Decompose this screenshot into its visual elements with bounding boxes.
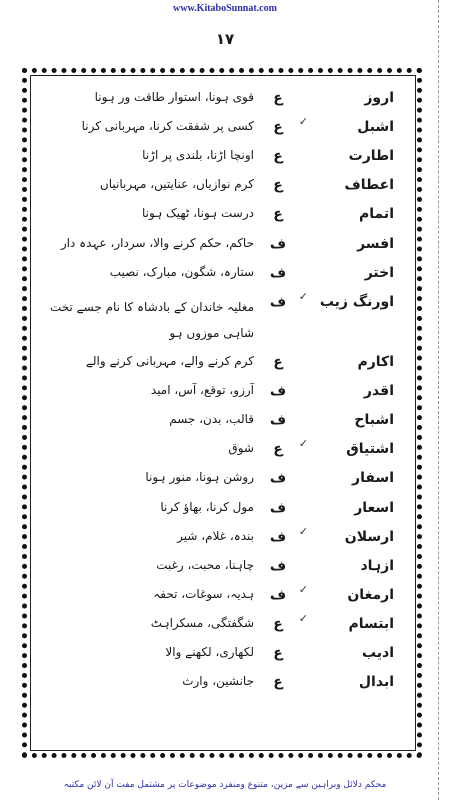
language-origin-marker: ف [269,587,287,603]
glossary-row [30,206,416,230]
language-origin-marker: ف [269,236,287,252]
glossary-word: اشتیاق [346,441,394,457]
language-origin-marker: ف [269,412,287,428]
glossary-word: اشبل [357,119,394,135]
footer-tagline: محکم دلائل وبراہین سے مزین، متنوع ومنفرد موضوعات پر مشتمل مفت آن لائن مکتبہ [63,780,387,790]
language-origin-marker: ف [269,529,287,545]
glossary-word: اختر [364,265,394,281]
glossary-meaning: کرم کرنے والے، مہربانی کرنے والے [85,354,254,368]
glossary-meaning: درست ہونا، ٹھیک ہونا [142,206,254,220]
glossary-row [30,583,416,611]
glossary-meaning: لکھاری، لکھنے والا [165,645,254,659]
glossary-word: ادیب [361,645,394,661]
glossary-meaning: ہدیہ، سوغات، تحفہ [153,587,254,601]
glossary-row [30,437,416,465]
language-origin-marker: ف [269,294,287,310]
glossary-meaning: شوق [228,441,254,455]
glossary-row [30,470,416,494]
language-origin-marker: ف [269,558,287,574]
glossary-meaning: جانشین، وارث [182,674,254,688]
glossary-word: افسر [357,236,394,252]
glossary-row [30,612,416,640]
language-origin-marker: ف [269,265,287,281]
glossary-word: اتمام [359,206,394,222]
glossary-word: اشباح [354,412,394,428]
glossary-meaning: کسی پر شفقت کرنا، مہربانی کرنا [81,119,254,133]
glossary-row [30,290,416,340]
glossary-word: اعطاف [344,177,394,193]
glossary-row [30,674,416,698]
glossary-word: ارسلان [344,529,394,545]
glossary-row [30,236,416,260]
language-origin-marker: ع [273,616,283,632]
glossary-meaning: قوی ہونا، استوار طاقت ور ہونا [94,90,254,104]
glossary-word: اقدر [363,383,394,399]
language-origin-marker: ع [273,354,283,370]
glossary-meaning: حاکم، حکم کرنے والا، سردار، عہدہ دار [60,236,254,250]
language-origin-marker: ع [273,441,283,457]
glossary-row [30,265,416,289]
glossary-word: ازہاد [360,558,394,574]
glossary-word: ابتسام [348,616,394,632]
check-mark-icon: ✓ [298,583,308,596]
glossary-meaning: روشن ہونا، منور ہونا [145,470,254,484]
glossary-word: اسعار [354,500,394,516]
glossary-word: اطارت [348,148,394,164]
check-mark-icon: ✓ [298,115,308,128]
check-mark-icon: ✓ [298,525,308,538]
check-mark-icon: ✓ [298,437,308,450]
check-mark-icon: ✓ [298,612,308,625]
glossary-word: ابدال [358,674,394,690]
page-number: ١٧ [215,30,235,48]
language-origin-marker: ف [269,500,287,516]
check-mark-icon: ✓ [298,290,308,303]
glossary-row [30,354,416,378]
glossary-row [30,525,416,553]
glossary-word: ارمغان [347,587,394,603]
language-origin-marker: ع [273,90,283,106]
language-origin-marker: ع [273,674,283,690]
glossary-meaning: چاہنا، محبت، رغبت [156,558,254,572]
language-origin-marker: ف [269,470,287,486]
glossary-word: اسفار [352,470,394,486]
glossary-row [30,177,416,201]
glossary-word: اکارم [357,354,394,370]
glossary-word: اورنگ زیب [319,294,394,310]
glossary-meaning: مغلیہ خاندان کے بادشاہ کا نام جسے تخت شاہی موزوں ہو [49,300,254,340]
margin-line [438,0,440,800]
glossary-row [30,500,416,524]
glossary-meaning: مول کرنا، بھاؤ کرنا [160,500,254,514]
site-url[interactable]: www.KitaboSunnat.com [173,3,277,14]
glossary-meaning: اونچا اڑنا، بلندی پر اڑنا [142,148,254,162]
glossary-meaning: شگفتگی، مسکراہٹ [150,616,254,630]
glossary-meaning: قالب، بدن، جسم [169,412,254,426]
glossary-word: اروز [364,90,394,106]
glossary-row [30,90,416,114]
glossary-row [30,558,416,582]
glossary-row [30,383,416,407]
glossary-meaning: بندہ، غلام، شیر [177,529,254,543]
language-origin-marker: ع [273,206,283,222]
glossary-row [30,115,416,143]
glossary-list [30,90,416,750]
glossary-meaning: کرم نوازیاں، عنایتیں، مہربانیاں [99,177,254,191]
language-origin-marker: ع [273,119,283,135]
language-origin-marker: ف [269,383,287,399]
language-origin-marker: ع [273,148,283,164]
glossary-row [30,412,416,436]
glossary-row [30,645,416,669]
language-origin-marker: ع [273,645,283,661]
glossary-row [30,148,416,172]
glossary-meaning: آرزو، توقع، آس، امید [150,383,254,397]
language-origin-marker: ع [273,177,283,193]
glossary-meaning: ستارہ، شگون، مبارک، نصیب [109,265,254,279]
